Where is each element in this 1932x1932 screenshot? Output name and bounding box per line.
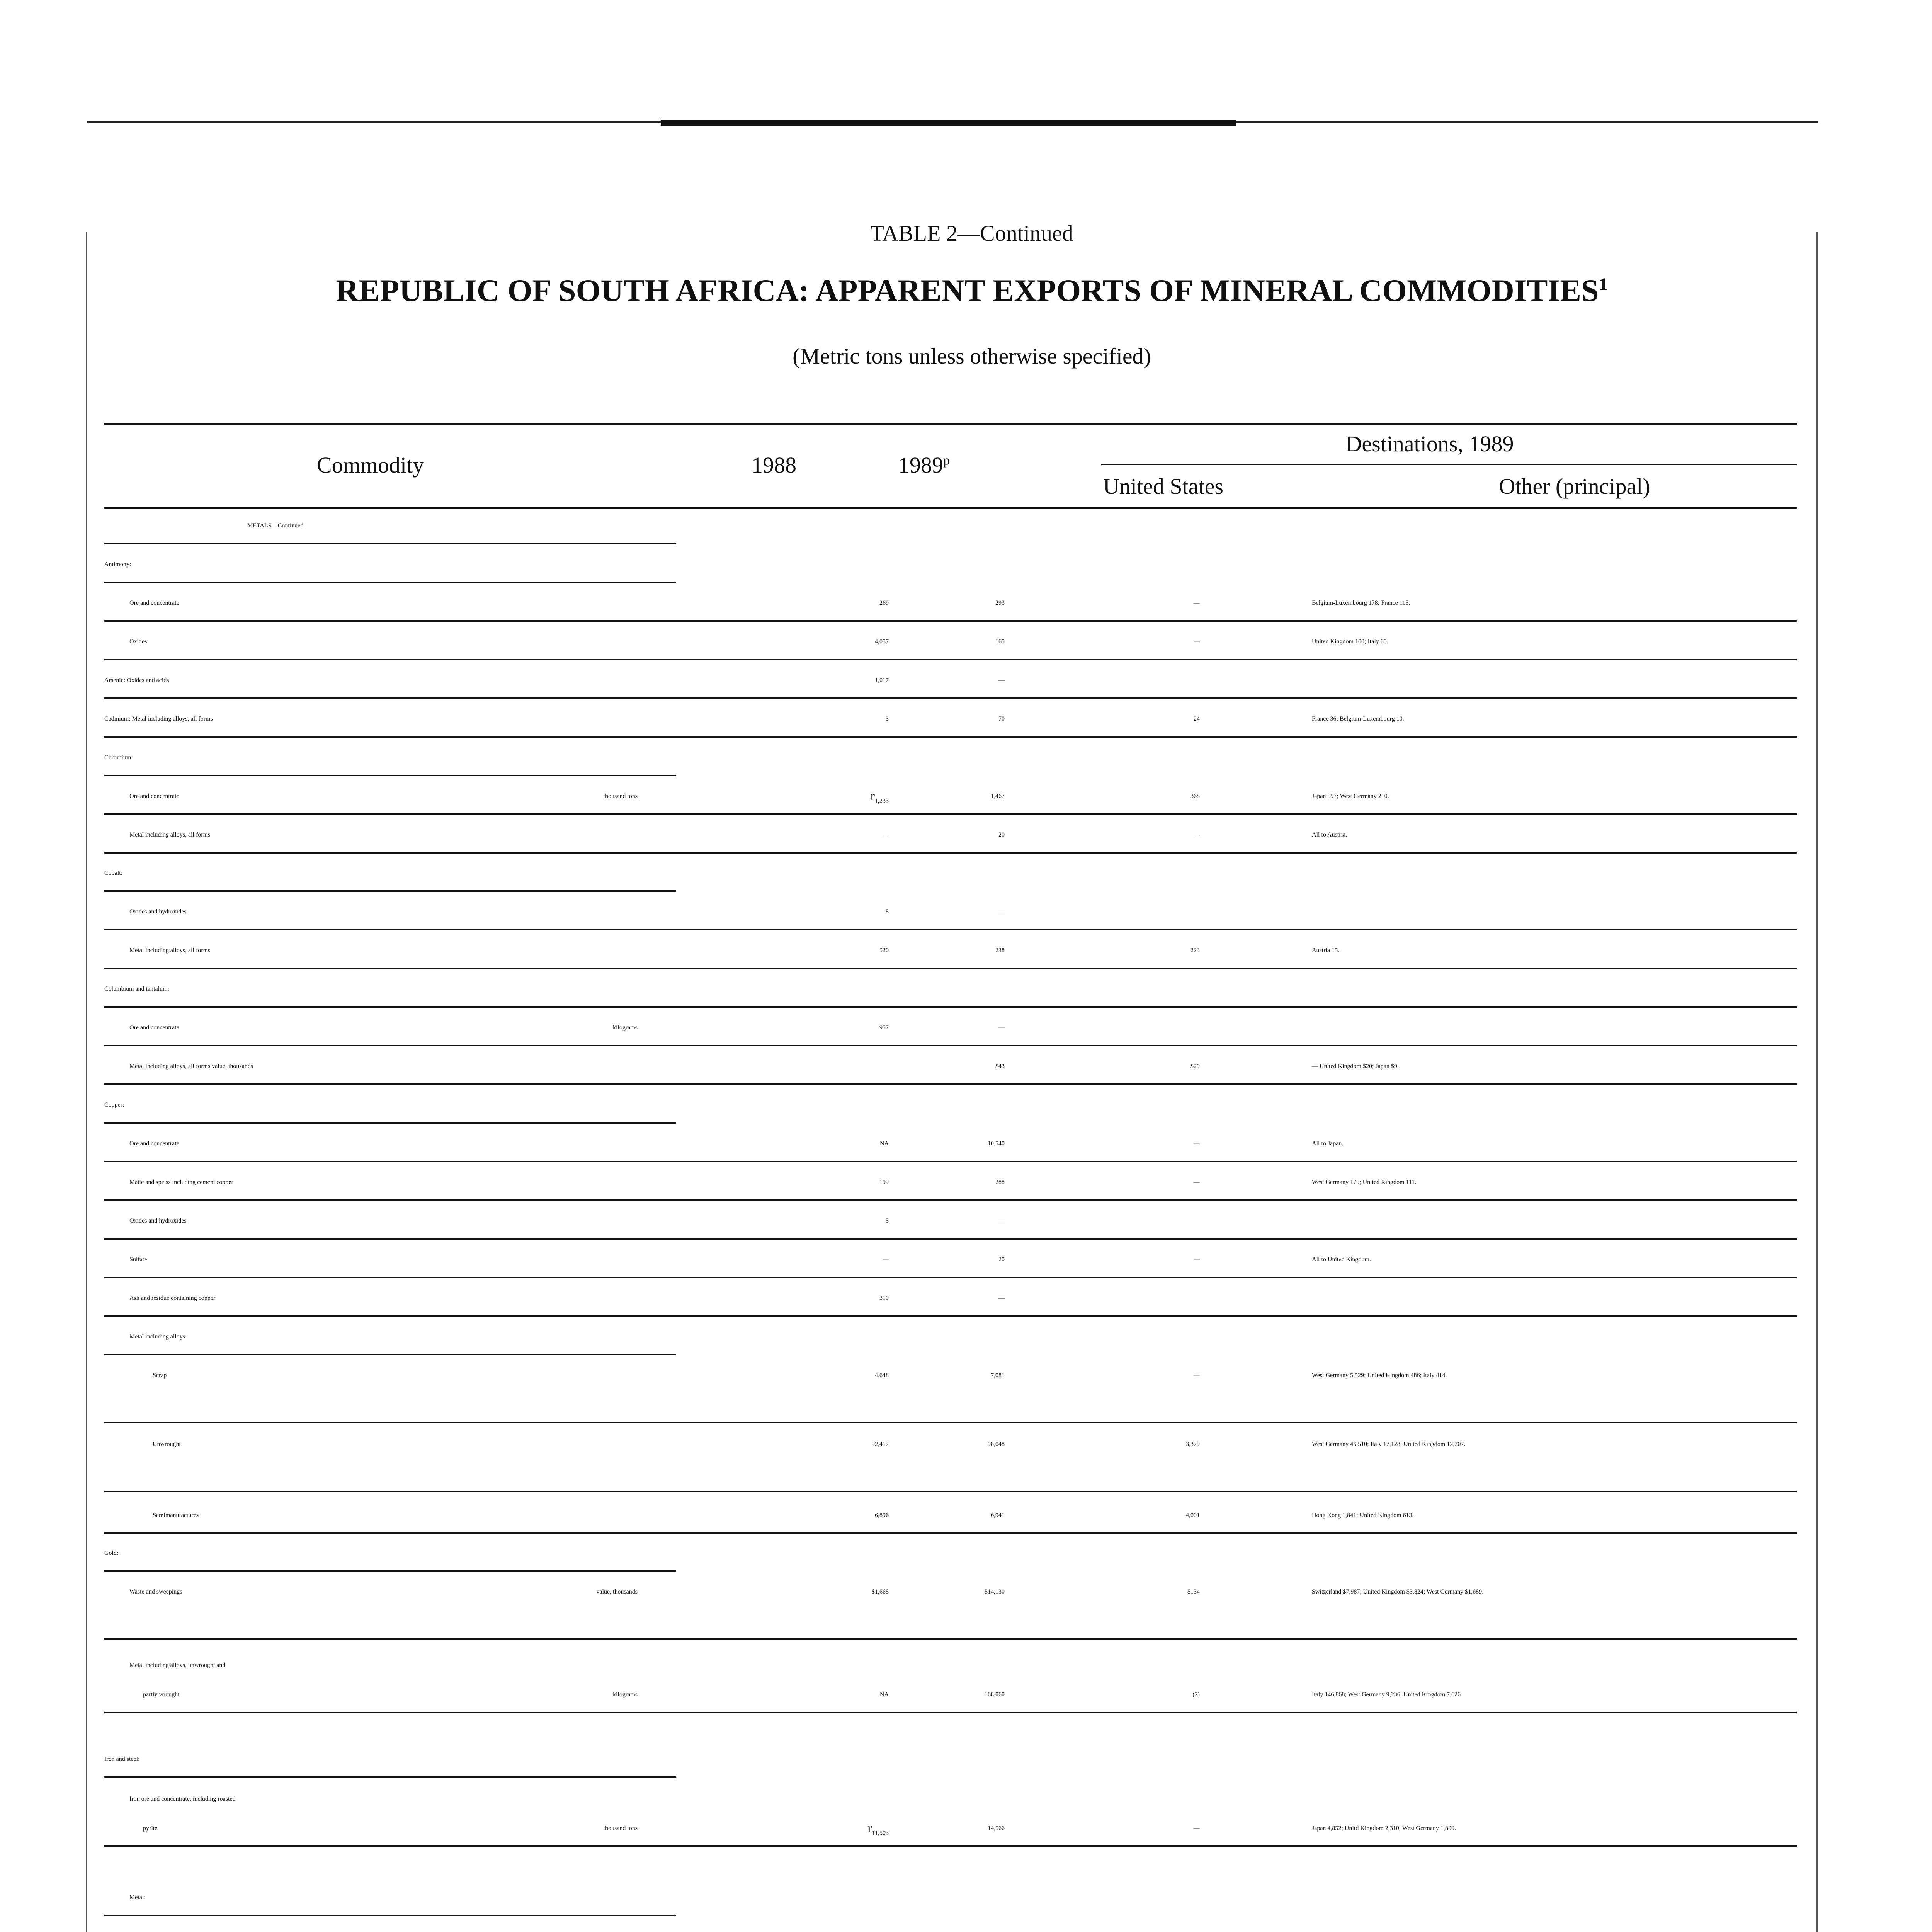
- cell-1988: [696, 1577, 889, 1607]
- row-label: Sulfate: [129, 1256, 147, 1263]
- cell-other-principal: West Germany 46,510; Italy 17,128; United Kingdom 12,207.: [1312, 1441, 1466, 1447]
- row-rule: [104, 543, 676, 544]
- col-header-1989: 1989$^p$: [898, 452, 950, 478]
- row-rule: [104, 852, 1797, 854]
- cell-1988-value: 1,233: [875, 798, 889, 804]
- cell-1989: 7,081: [991, 1372, 1005, 1379]
- cell-1988-value: 5: [886, 1218, 889, 1224]
- row-unit: kilograms: [613, 1691, 638, 1698]
- cell-united-states: 24: [1194, 716, 1200, 722]
- cell-1988-value: 11,503: [872, 1830, 889, 1837]
- row-label: Ore and concentrate: [129, 1140, 179, 1147]
- cell-1989: $14,130: [985, 1588, 1005, 1595]
- row-rule: [104, 1422, 1797, 1423]
- cell-1988: [696, 1501, 889, 1530]
- table-top-rule: [104, 423, 1797, 425]
- cell-other-principal: Hong Kong 1,841; United Kingdom 613.: [1312, 1512, 1414, 1519]
- row-label: Metal including alloys, all forms: [129, 832, 211, 838]
- row-label: Oxides and hydroxides: [129, 908, 187, 915]
- cell-1989: 1,467: [991, 793, 1005, 799]
- row-label: Oxides and hydroxides: [129, 1218, 187, 1224]
- row-rule: [104, 1122, 676, 1124]
- row-rule: [104, 1915, 676, 1916]
- cell-1988: [696, 1168, 889, 1197]
- row-rule: [104, 697, 1797, 699]
- col-header-united-states: United States: [1103, 474, 1223, 499]
- cell-1989: —: [998, 1295, 1005, 1301]
- row-label: Ash and residue containing copper: [129, 1295, 216, 1301]
- cell-1989: 288: [995, 1179, 1005, 1185]
- cell-1988-value: 4,648: [875, 1372, 889, 1379]
- row-unit: thousand tons: [603, 1825, 638, 1832]
- row-label: Copper:: [104, 1102, 124, 1108]
- row-rule: [104, 1161, 1797, 1162]
- row-rule: [104, 968, 1797, 969]
- cell-1988-value: 8: [886, 908, 889, 915]
- row-rule: [104, 1845, 1797, 1847]
- cell-united-states: —: [1194, 1372, 1200, 1379]
- col-header-commodity: Commodity: [317, 452, 424, 478]
- row-rule: [104, 1277, 1797, 1278]
- cell-united-states: 3,379: [1186, 1441, 1200, 1447]
- revised-mark: r: [870, 789, 875, 803]
- header-bottom-rule: [104, 507, 1797, 509]
- row-unit: kilograms: [613, 1024, 638, 1031]
- row-label: Columbium and tantalum:: [104, 986, 169, 992]
- cell-other-principal: Belgium-Luxembourg 178; France 115.: [1312, 600, 1410, 606]
- row-label: Chromium:: [104, 754, 133, 761]
- cell-1988-value: 957: [879, 1024, 889, 1031]
- cell-1988: [696, 666, 889, 695]
- cell-1989: 20: [998, 1256, 1005, 1263]
- cell-other-principal: Austria 15.: [1312, 947, 1340, 954]
- cell-1989: 98,048: [988, 1441, 1005, 1447]
- row-rule: [104, 1199, 1797, 1201]
- row-label: Arsenic: Oxides and acids: [104, 677, 169, 684]
- row-rule: [104, 1238, 1797, 1240]
- row-label: Iron and steel:: [104, 1756, 140, 1762]
- cell-1989: 20: [998, 832, 1005, 838]
- cell-1988-value: 3: [886, 716, 889, 722]
- cell-1988: [696, 1284, 889, 1313]
- cell-1988: [696, 1430, 889, 1459]
- cell-1988-value: 520: [879, 947, 889, 954]
- cell-1988: [696, 936, 889, 965]
- cell-1988-value: 310: [879, 1295, 889, 1301]
- cell-1989: 168,060: [985, 1691, 1005, 1698]
- cell-united-states: —: [1194, 1179, 1200, 1185]
- row-rule: [104, 1712, 1797, 1713]
- cell-1988-value: 4,057: [875, 638, 889, 645]
- cell-united-states: $29: [1190, 1063, 1200, 1070]
- cell-other-principal: — United Kingdom $20; Japan $9.: [1312, 1063, 1399, 1070]
- cell-other-principal: [1312, 1922, 1818, 1932]
- row-rule: [104, 890, 676, 892]
- revised-mark: r: [867, 1821, 872, 1835]
- row-unit: value, thousands: [596, 1588, 638, 1595]
- cell-united-states: —: [1194, 832, 1200, 838]
- row-label: METALS—Continued: [247, 522, 304, 529]
- top-rule-heavy: [661, 120, 1236, 126]
- cell-1988-value: 1,017: [875, 677, 889, 684]
- cell-united-states: 223: [1190, 947, 1200, 954]
- cell-united-states: —: [1194, 600, 1200, 606]
- row-rule: [104, 1491, 1797, 1492]
- cell-1989: 14,566: [988, 1825, 1005, 1832]
- cell-other-principal: West Germany 5,529; United Kingdom 486; Italy 414.: [1312, 1372, 1447, 1379]
- row-label-continued: pyrite: [143, 1825, 158, 1832]
- row-rule: [104, 1006, 1797, 1008]
- cell-other-principal: All to United Kingdom.: [1312, 1256, 1371, 1263]
- cell-1989: [889, 1922, 1005, 1932]
- row-rule: [104, 1776, 676, 1778]
- cell-other-principal: Italy 146,868; West Germany 9,236; United Kingdom 7,626: [1312, 1691, 1461, 1698]
- col-header-destinations: Destinations, 1989: [1345, 431, 1514, 456]
- cell-other-principal: France 36; Belgium-Luxembourg 10.: [1312, 716, 1404, 722]
- row-label: Gold:: [104, 1550, 119, 1556]
- row-unit: thousand tons: [603, 793, 638, 799]
- row-label: Antimony:: [104, 561, 131, 568]
- cell-united-states: 368: [1190, 793, 1200, 799]
- cell-1988-value: 199: [879, 1179, 889, 1185]
- row-label: Metal including alloys, all forms value, thousands: [129, 1063, 253, 1070]
- cell-united-states: —: [1194, 1256, 1200, 1263]
- left-margin-line: [86, 232, 87, 1932]
- preliminary-mark: p: [943, 453, 950, 468]
- cell-1988: [696, 820, 889, 850]
- row-rule: [104, 813, 1797, 815]
- row-rule: [104, 1354, 676, 1355]
- cell-1988: [696, 1680, 889, 1709]
- cell-1989: 293: [995, 600, 1005, 606]
- cell-1988-value: 6,896: [875, 1512, 889, 1519]
- row-label: Oxides: [129, 638, 147, 645]
- title-footnote-mark: 1: [1599, 274, 1608, 294]
- row-rule: [104, 929, 1797, 930]
- row-rule: [104, 775, 676, 776]
- row-label: Ore and concentrate: [129, 793, 179, 799]
- row-rule: [104, 736, 1797, 738]
- row-rule: [104, 1045, 1797, 1046]
- cell-1988-value: 269: [879, 600, 889, 606]
- row-label: Semimanufactures: [153, 1512, 199, 1519]
- cell-other-principal: Japan 597; West Germany 210.: [1312, 793, 1389, 799]
- cell-1989: —: [998, 1218, 1005, 1224]
- cell-1989: 70: [998, 716, 1005, 722]
- col-header-other-principal: Other (principal): [1499, 474, 1650, 499]
- row-label: Metal including alloys, unwrought and: [129, 1662, 226, 1668]
- cell-other-principal: Japan 4,852; Unitd Kingdom 2,310; West Germany 1,800.: [1312, 1825, 1456, 1832]
- cell-1988-value: NA: [879, 1140, 889, 1147]
- cell-1988: [696, 1013, 889, 1043]
- row-label: Cadmium: Metal including alloys, all forms: [104, 716, 213, 722]
- row-rule: [104, 1532, 1797, 1534]
- row-label: Matte and speiss including cement copper: [129, 1179, 233, 1185]
- cell-1988: [696, 1361, 889, 1390]
- row-rule: [104, 1315, 1797, 1317]
- cell-1988: [696, 897, 889, 927]
- cell-1989: 238: [995, 947, 1005, 954]
- cell-1989: —: [998, 1024, 1005, 1031]
- destinations-rule: [1101, 464, 1797, 465]
- cell-other-principal: West Germany 175; United Kingdom 111.: [1312, 1179, 1417, 1185]
- cell-1988: [696, 588, 889, 618]
- row-label: Metal including alloys:: [129, 1333, 187, 1340]
- cell-1989: —: [998, 677, 1005, 684]
- row-label: Waste and sweepings: [129, 1588, 182, 1595]
- cell-united-states: —: [1194, 1825, 1200, 1832]
- cell-1988-value: NA: [879, 1691, 889, 1698]
- right-margin-line: [1816, 232, 1818, 1932]
- row-label: Ore and concentrate: [129, 600, 179, 606]
- row-label: Ore and concentrate: [129, 1024, 179, 1031]
- cell-1988-value: 92,417: [872, 1441, 889, 1447]
- cell-1988: [696, 627, 889, 656]
- cell-1988-value: —: [883, 1256, 889, 1263]
- row-rule: [104, 1638, 1797, 1640]
- cell-united-states: —: [1194, 1140, 1200, 1147]
- cell-1988: [696, 1245, 889, 1274]
- row-label: Metal including alloys, all forms: [129, 947, 211, 954]
- cell-1989: 6,941: [991, 1512, 1005, 1519]
- cell-1988-value: $1,668: [872, 1588, 889, 1595]
- col-header-1988: 1988: [752, 452, 796, 478]
- row-label: [153, 1922, 167, 1932]
- table-number: TABLE 2—Continued: [870, 221, 1073, 246]
- cell-1988-value: —: [883, 832, 889, 838]
- row-label: Unwrought: [153, 1441, 181, 1447]
- cell-1988: [696, 1129, 889, 1158]
- table-title: REPUBLIC OF SOUTH AFRICA: APPARENT EXPORTS OF MINERAL COMMODITIES$^1$: [336, 273, 1608, 308]
- cell-other-principal: All to Japan.: [1312, 1140, 1344, 1147]
- row-rule: [104, 659, 1797, 660]
- cell-united-states: [1020, 1922, 1200, 1932]
- row-label-continued: partly wrought: [143, 1691, 180, 1698]
- cell-1989: 10,540: [988, 1140, 1005, 1147]
- cell-united-states: (2): [1192, 1691, 1200, 1698]
- row-rule: [104, 582, 676, 583]
- cell-1989: $43: [995, 1063, 1005, 1070]
- cell-united-states: 4,001: [1186, 1512, 1200, 1519]
- cell-united-states: $134: [1187, 1588, 1200, 1595]
- cell-other-principal: United Kingdom 100; Italy 60.: [1312, 638, 1388, 645]
- row-rule: [104, 620, 1797, 622]
- cell-1989: 165: [995, 638, 1005, 645]
- cell-1988: [696, 704, 889, 734]
- row-rule: [104, 1083, 1797, 1085]
- row-rule: [104, 1570, 676, 1572]
- cell-1988: [696, 1206, 889, 1236]
- cell-1988: [696, 1922, 889, 1932]
- cell-1989: —: [998, 908, 1005, 915]
- row-label: Metal:: [129, 1894, 146, 1901]
- row-label: Scrap: [153, 1372, 167, 1379]
- table-units-note: (Metric tons unless otherwise specified): [793, 344, 1151, 369]
- row-label: Iron ore and concentrate, including roasted: [129, 1796, 236, 1802]
- cell-1988: [696, 1814, 889, 1848]
- cell-united-states: —: [1194, 638, 1200, 645]
- row-label: Cobalt:: [104, 870, 123, 876]
- cell-other-principal: Switzerland $7,987; United Kingdom $3,824; West Germany $1,689.: [1312, 1588, 1484, 1595]
- cell-other-principal: All to Austria.: [1312, 832, 1347, 838]
- cell-1988: [696, 782, 889, 816]
